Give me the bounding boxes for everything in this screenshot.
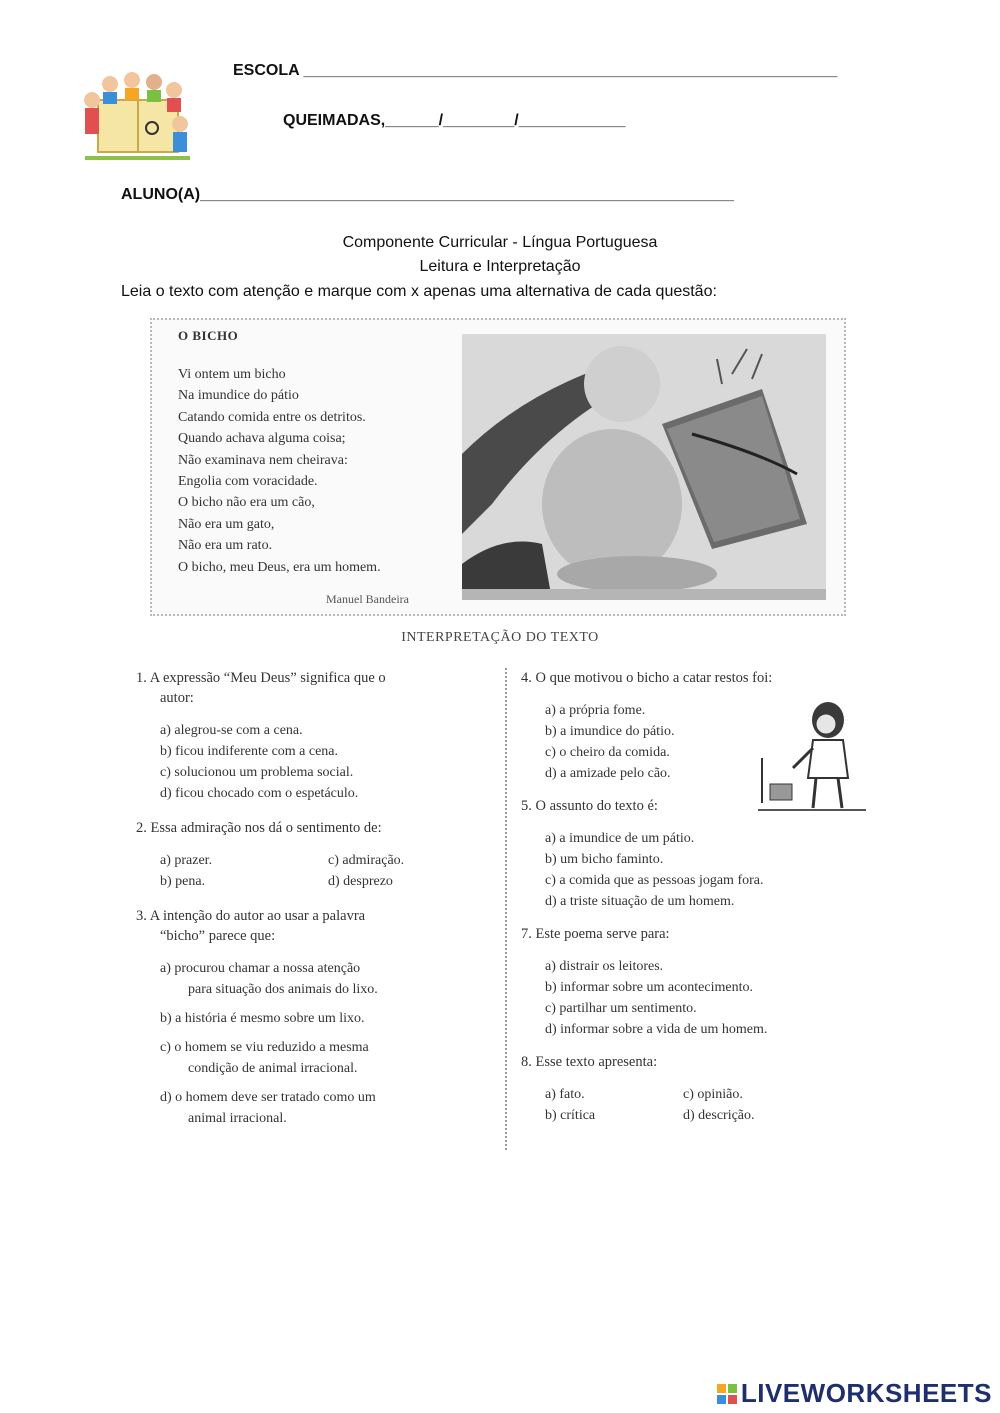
option-text: animal irracional. xyxy=(188,1111,287,1126)
option-d[interactable]: d) descrição. xyxy=(683,1108,755,1123)
instruction-text: Leia o texto com atenção e marque com x apenas uma alternativa de cada questão: xyxy=(121,283,717,300)
option-text: condição de animal irracional. xyxy=(188,1061,358,1076)
poem-line: Na imundice do pátio xyxy=(178,388,299,404)
option-d[interactable]: d) a amizade pelo cão. xyxy=(545,766,671,781)
option-d[interactable]: d) desprezo xyxy=(328,874,393,889)
question-3 xyxy=(136,906,478,946)
option-c[interactable]: c) solucionou um problema social. xyxy=(160,765,354,780)
man-eating-illustration xyxy=(758,698,866,820)
poem-line: O bicho não era um cão, xyxy=(178,495,315,511)
q7-options xyxy=(521,956,866,1040)
option-text: a) procurou chamar a nossa atenção xyxy=(160,961,361,976)
question-text: 1. A expressão “Meu Deus” significa que o xyxy=(136,670,386,686)
question-2: 2. Essa admiração nos dá o sentimento de: xyxy=(136,820,382,836)
left-column xyxy=(136,668,478,1129)
section-subtitle: Leitura e Interpretação xyxy=(419,258,581,275)
q1-options xyxy=(136,720,478,804)
brand-logo-icon xyxy=(717,1384,737,1404)
option-a[interactable]: a) distrair os leitores. xyxy=(545,959,664,974)
option-b[interactable]: b) ficou indiferente com a cena. xyxy=(160,744,339,759)
option-text: c) o homem se viu reduzido a mesma xyxy=(160,1040,369,1055)
option-c[interactable]: c) partilhar um sentimento. xyxy=(545,1001,697,1016)
q8-options xyxy=(521,1084,866,1126)
brand-name: LIVEWORKSHEETS xyxy=(740,1378,992,1408)
option-a[interactable]: a) prazer. xyxy=(160,853,213,868)
option-b[interactable]: b) um bicho faminto. xyxy=(545,852,664,867)
question-text: 3. A intenção do autor ao usar a palavra xyxy=(136,908,366,924)
option-c[interactable]: c) a comida que as pessoas jogam fora. xyxy=(545,873,764,888)
column-divider xyxy=(505,668,507,1150)
poem-author: Manuel Bandeira xyxy=(326,592,409,606)
option-a[interactable]: a) a própria fome. xyxy=(545,703,646,718)
footer-brand xyxy=(717,1378,992,1409)
option-a[interactable]: a) a imundice de um pátio. xyxy=(545,831,695,846)
option-b[interactable]: b) a imundice do pátio. xyxy=(545,724,675,739)
question-1 xyxy=(136,668,478,708)
student-field[interactable]: ALUNO(A)____________________________________________________________ xyxy=(121,186,734,203)
q3-options xyxy=(136,958,478,1129)
option-a[interactable]: a) alegrou-se com a cena. xyxy=(160,723,303,738)
school-logo xyxy=(80,70,195,165)
option-d[interactable] xyxy=(160,1087,478,1129)
question-4: 4. O que motivou o bicho a catar restos foi: xyxy=(521,670,773,686)
poem-line: O bicho, meu Deus, era um homem. xyxy=(178,559,381,575)
option-b[interactable]: b) informar sobre um acontecimento. xyxy=(545,980,753,995)
poem-title: O BICHO xyxy=(178,328,239,343)
question-text: autor: xyxy=(160,690,194,706)
question-5: 5. O assunto do texto é: xyxy=(521,798,658,814)
option-text: para situação dos animais do lixo. xyxy=(188,982,378,997)
option-a[interactable] xyxy=(160,958,478,1000)
poem-line: Não era um rato. xyxy=(178,538,273,554)
option-b[interactable]: b) crítica xyxy=(545,1108,596,1123)
child-bucket-illustration xyxy=(462,334,826,600)
question-text: “bicho” parece que: xyxy=(160,928,276,944)
poem-line: Quando achava alguma coisa; xyxy=(178,431,346,447)
option-b[interactable]: b) a história é mesmo sobre um lixo. xyxy=(160,1011,365,1026)
poem-line: Não era um gato, xyxy=(178,516,275,532)
poem-line: Catando comida entre os detritos. xyxy=(178,409,366,425)
question-7: 7. Este poema serve para: xyxy=(521,926,670,942)
option-c[interactable]: c) o cheiro da comida. xyxy=(545,745,670,760)
date-field[interactable]: QUEIMADAS,______/________/____________ xyxy=(283,112,626,129)
component-title: Componente Curricular - Língua Portuguesa xyxy=(342,234,658,251)
poem-line: Não examinava nem cheirava: xyxy=(178,452,348,468)
poem-text xyxy=(178,364,381,578)
option-c[interactable]: c) opinião. xyxy=(683,1087,743,1102)
option-a[interactable]: a) fato. xyxy=(545,1087,585,1102)
question-8: 8. Esse texto apresenta: xyxy=(521,1054,658,1070)
option-c[interactable]: c) admiração. xyxy=(328,853,405,868)
option-d[interactable]: d) ficou chocado com o espetáculo. xyxy=(160,786,359,801)
option-d[interactable]: d) informar sobre a vida de um homem. xyxy=(545,1022,768,1037)
interpretation-title: INTERPRETAÇÃO DO TEXTO xyxy=(401,630,599,645)
q2-options xyxy=(136,850,478,892)
option-b[interactable]: b) pena. xyxy=(160,874,206,889)
option-c[interactable] xyxy=(160,1037,478,1079)
q5-options xyxy=(521,828,866,912)
school-field[interactable]: ESCOLA ____________________________________________________________ xyxy=(233,62,838,79)
poem-line: Vi ontem um bicho xyxy=(178,367,286,382)
poem-line: Engolia com voracidade. xyxy=(178,474,318,490)
option-d[interactable]: d) a triste situação de um homem. xyxy=(545,894,735,909)
option-text: d) o homem deve ser tratado como um xyxy=(160,1090,376,1105)
